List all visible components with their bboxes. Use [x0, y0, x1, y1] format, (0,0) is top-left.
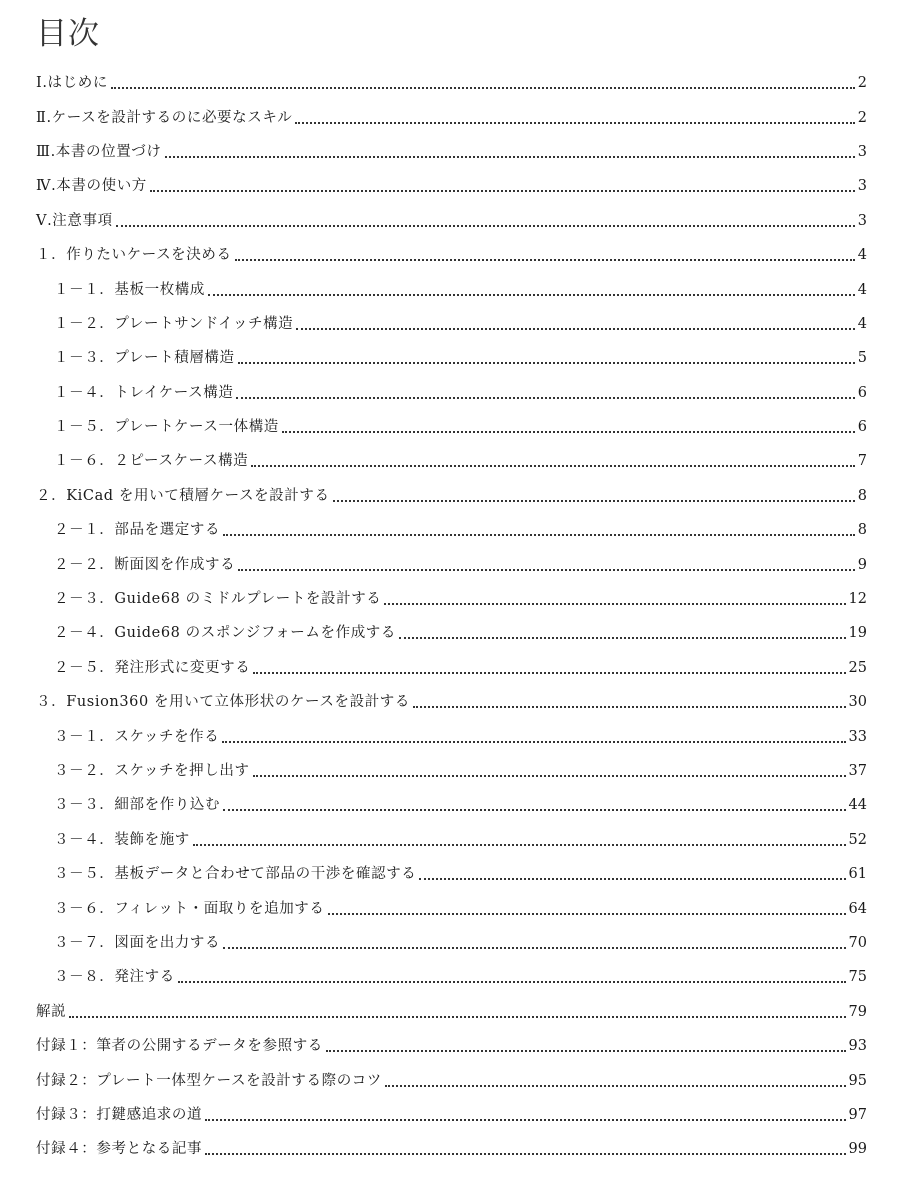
toc-entry-page-number: 93	[848, 1038, 867, 1055]
toc-entry[interactable]	[0, 926, 901, 960]
toc-entry[interactable]	[0, 857, 901, 891]
toc-entry-label: １－５．プレートケース一体構造	[54, 419, 279, 436]
toc-entry-label: ２－４．Guide68 のスポンジフォームを作成する	[54, 625, 396, 642]
dot-leader	[296, 328, 854, 330]
toc-entry-label: １－３．プレート積層構造	[54, 350, 235, 367]
dot-leader	[205, 1119, 845, 1121]
dot-leader	[385, 1085, 846, 1087]
toc-entry[interactable]	[0, 66, 901, 100]
dot-leader	[208, 294, 855, 296]
dot-leader	[235, 259, 855, 261]
toc-entry-label: 付録２：プレート一体型ケースを設計する際のコツ	[36, 1072, 382, 1089]
toc-entry-page-number: 2	[857, 109, 867, 126]
toc-entry[interactable]	[0, 513, 901, 547]
dot-leader	[419, 878, 845, 880]
toc-entry-page-number: 12	[848, 591, 867, 608]
toc-entry[interactable]	[0, 341, 901, 375]
toc-entry-label: ３－６．フィレット・面取りを追加する	[54, 900, 325, 917]
toc-entry[interactable]	[0, 616, 901, 650]
dot-leader	[238, 362, 855, 364]
toc-entry-label: 解説	[36, 1003, 67, 1020]
toc-entry-page-number: 6	[857, 384, 867, 401]
toc-entry-label: １－６．２ピースケース構造	[54, 453, 249, 470]
toc-entry[interactable]	[0, 651, 901, 685]
toc-entry-page-number: 64	[848, 900, 867, 917]
toc-entry-label: 付録４：参考となる記事	[36, 1141, 203, 1158]
dot-leader	[150, 190, 855, 192]
toc-entry-label: Ⅳ.本書の使い方	[36, 178, 147, 195]
toc-entry[interactable]	[0, 307, 901, 341]
dot-leader	[111, 87, 855, 89]
dot-leader	[236, 397, 854, 399]
toc-entry-page-number: 4	[857, 247, 867, 264]
toc-entry-label: １－１．基板一枚構成	[54, 281, 205, 298]
toc-entry-label: ３－１．スケッチを作る	[54, 728, 220, 745]
page-title: 目次	[36, 16, 100, 52]
toc-entry-page-number: 79	[848, 1003, 867, 1020]
toc-entry-page-number: 95	[848, 1072, 867, 1089]
dot-leader	[282, 431, 855, 433]
toc-entry[interactable]	[0, 444, 901, 478]
toc-entry-page-number: 19	[848, 625, 867, 642]
toc-entry-label: ２－２．断面図を作成する	[54, 556, 236, 573]
dot-leader	[223, 534, 855, 536]
toc-entry-page-number: 4	[857, 315, 867, 332]
toc-entry-label: 付録３：打鍵感追求の道	[36, 1106, 203, 1123]
toc-entry[interactable]	[0, 479, 901, 513]
toc-entry[interactable]	[0, 1132, 901, 1166]
toc-entry-page-number: 25	[848, 659, 867, 676]
dot-leader	[223, 947, 845, 949]
dot-leader	[69, 1016, 845, 1018]
toc-entry-page-number: 3	[857, 212, 867, 229]
toc-entry[interactable]	[0, 719, 901, 753]
toc-entry-label: ２－３．Guide68 のミドルプレートを設計する	[54, 591, 382, 608]
toc-entry-page-number: 9	[857, 556, 867, 573]
dot-leader	[326, 1050, 846, 1052]
toc-entry[interactable]	[0, 204, 901, 238]
dot-leader	[238, 569, 855, 571]
toc-entry-label: ３－７．図面を出力する	[54, 934, 221, 951]
dot-leader	[253, 775, 846, 777]
toc-entry-page-number: 3	[857, 178, 867, 195]
toc-entry[interactable]	[0, 891, 901, 925]
dot-leader	[253, 672, 845, 674]
dot-leader	[116, 225, 855, 227]
dot-leader	[251, 465, 854, 467]
toc-entry-page-number: 37	[848, 763, 867, 779]
toc-entry-label: ３－３．細部を作り込む	[54, 797, 221, 814]
toc-entry-page-number: 97	[848, 1106, 867, 1123]
toc-entry[interactable]	[0, 135, 901, 169]
toc-entry[interactable]	[0, 169, 901, 203]
toc-entry[interactable]	[0, 685, 901, 719]
toc-entry-page-number: 70	[848, 934, 867, 951]
toc-entry[interactable]	[0, 1029, 901, 1063]
toc-entry[interactable]	[0, 754, 901, 788]
toc-entry-label: ２．KiCad を用いて積層ケースを設計する	[36, 487, 330, 504]
toc-entry-label: 付録１：筆者の公開するデータを参照する	[36, 1038, 323, 1055]
toc-entry-label: Ⅲ.本書の位置づけ	[36, 143, 162, 160]
toc-entry[interactable]	[0, 1098, 901, 1132]
toc-entry-page-number: 30	[848, 694, 867, 711]
dot-leader	[223, 809, 845, 811]
dot-leader	[222, 741, 845, 743]
toc-entry[interactable]	[0, 547, 901, 581]
toc-entry-label: １－２．プレートサンドイッチ構造	[54, 315, 294, 332]
toc-entry[interactable]	[0, 823, 901, 857]
toc-entry-page-number: 52	[848, 831, 867, 848]
dot-leader	[178, 981, 846, 983]
toc-entry-page-number: 7	[857, 453, 867, 470]
toc-entry-label: Ⅰ.はじめに	[36, 75, 108, 92]
dot-leader	[205, 1153, 845, 1155]
dot-leader	[333, 500, 855, 502]
dot-leader	[193, 844, 846, 846]
table-of-contents	[0, 66, 901, 1167]
toc-entry-page-number: 75	[848, 969, 867, 986]
toc-entry-page-number: 99	[848, 1141, 867, 1158]
toc-entry[interactable]	[0, 238, 901, 272]
toc-entry[interactable]	[0, 100, 901, 134]
toc-entry-label: ２－５．発注形式に変更する	[54, 659, 251, 676]
toc-entry-page-number: 5	[857, 350, 867, 367]
toc-entry-page-number: 8	[857, 522, 867, 539]
toc-entry-page-number: 2	[857, 75, 867, 92]
toc-entry[interactable]	[0, 376, 901, 410]
toc-entry[interactable]	[0, 582, 901, 616]
toc-entry-page-number: 4	[857, 281, 867, 298]
toc-entry[interactable]	[0, 272, 901, 306]
toc-entry-label: ２－１．部品を選定する	[54, 522, 221, 539]
toc-entry[interactable]	[0, 788, 901, 822]
dot-leader	[165, 156, 855, 158]
toc-entry-page-number: 8	[857, 487, 867, 504]
toc-entry-label: ３－５．基板データと合わせて部品の干渉を確認する	[54, 866, 417, 883]
toc-entry-page-number: 6	[857, 419, 867, 436]
toc-entry-label: ３．Fusion360 を用いて立体形状のケースを設計する	[36, 694, 411, 711]
dot-leader	[295, 122, 854, 124]
toc-entry-page-number: 61	[848, 866, 867, 883]
toc-entry-page-number: 3	[857, 143, 867, 160]
toc-entry-label: ３－２．スケッチを押し出す	[54, 763, 250, 779]
toc-entry[interactable]	[0, 995, 901, 1029]
dot-leader	[384, 603, 845, 605]
dot-leader	[413, 706, 846, 708]
toc-entry-label: ３－４．装飾を施す	[54, 831, 190, 848]
dot-leader	[328, 913, 846, 915]
toc-entry-label: １．作りたいケースを決める	[36, 247, 232, 264]
toc-entry-label: ３－８．発注する	[54, 969, 175, 986]
toc-entry-page-number: 33	[848, 728, 867, 745]
toc-entry[interactable]	[0, 960, 901, 994]
toc-entry-label: １－４．トレイケース構造	[54, 384, 234, 401]
dot-leader	[399, 637, 846, 639]
toc-entry-label: Ⅱ.ケースを設計するのに必要なスキル	[36, 109, 293, 126]
toc-entry-page-number: 44	[848, 797, 867, 814]
toc-entry[interactable]	[0, 410, 901, 444]
toc-entry[interactable]	[0, 1063, 901, 1097]
toc-entry-label: Ⅴ.注意事項	[36, 212, 113, 229]
